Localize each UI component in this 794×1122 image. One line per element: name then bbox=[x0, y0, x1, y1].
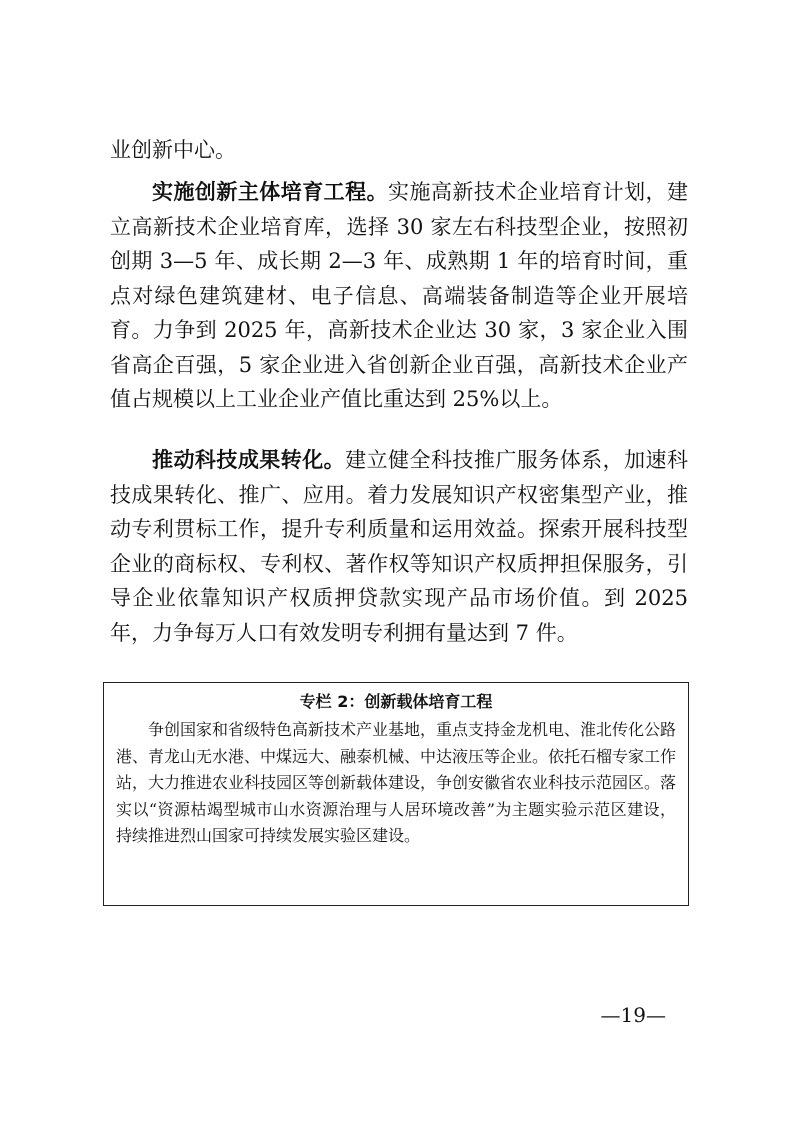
paragraph-text: 建立健全科技推广服务体系，加速科技成果转化、推广、应用。着力发展知识产权密集型产业，推动专利贯标工作，提升专利质量和运用效益。探索开展科技型企业的商标权、专利权、著作权等知识产权质押担保服务，引导企业依靠知识产权质押贷款实现产品市场价值。到 2025 年，力争每万人口有效发明专利拥有量达到 7 件。 bbox=[110, 448, 688, 645]
column-box-body: 争创国家和省级特色高新技术产业基地，重点支持金龙机电、淮北传化公路港、青龙山无水港、中煤远大、融泰机械、中达液压等企业。依托石榴专家工作站，大力推进农业科技园区等创新载体建设，争创安徽省农业科技示范园区。落实以“资源枯竭型城市山水资源治理与人居环境改善”为主题实验示范区建设，持续推进烈山国家可持续发展实验区建设。 bbox=[116, 720, 677, 845]
paragraph-heading: 实施创新主体培育工程。 bbox=[152, 180, 389, 204]
paragraph-heading: 推动科技成果转化。 bbox=[152, 448, 346, 472]
column-box-title: 专栏 2：创新载体培育工程 bbox=[299, 692, 493, 711]
column-box bbox=[103, 682, 689, 906]
paragraph-tech-transfer bbox=[110, 443, 688, 650]
paragraph-innovation-entity bbox=[110, 175, 688, 417]
paragraph-text: 业创新中心。 bbox=[110, 138, 236, 162]
paragraph-text: 实施高新技术企业培育计划，建立高新技术企业培育库，选择 30 家左右科技型企业，按照初创期 3—5 年、成长期 2—3 年、成熟期 1 年的培育时间，重点对绿色建筑建材、电子信息、高端装备制造等企业开展培育。力争到 2025 年，高新技术企业达 30 家，3 家企业入围省高企百强，5 家企业进入省创新企业百强，高新技术企业产值占规模以上工业企业产值比重达到 25%以上。 bbox=[110, 180, 689, 411]
page-number: —19— bbox=[600, 1003, 666, 1027]
paragraph-continuation bbox=[110, 133, 688, 168]
